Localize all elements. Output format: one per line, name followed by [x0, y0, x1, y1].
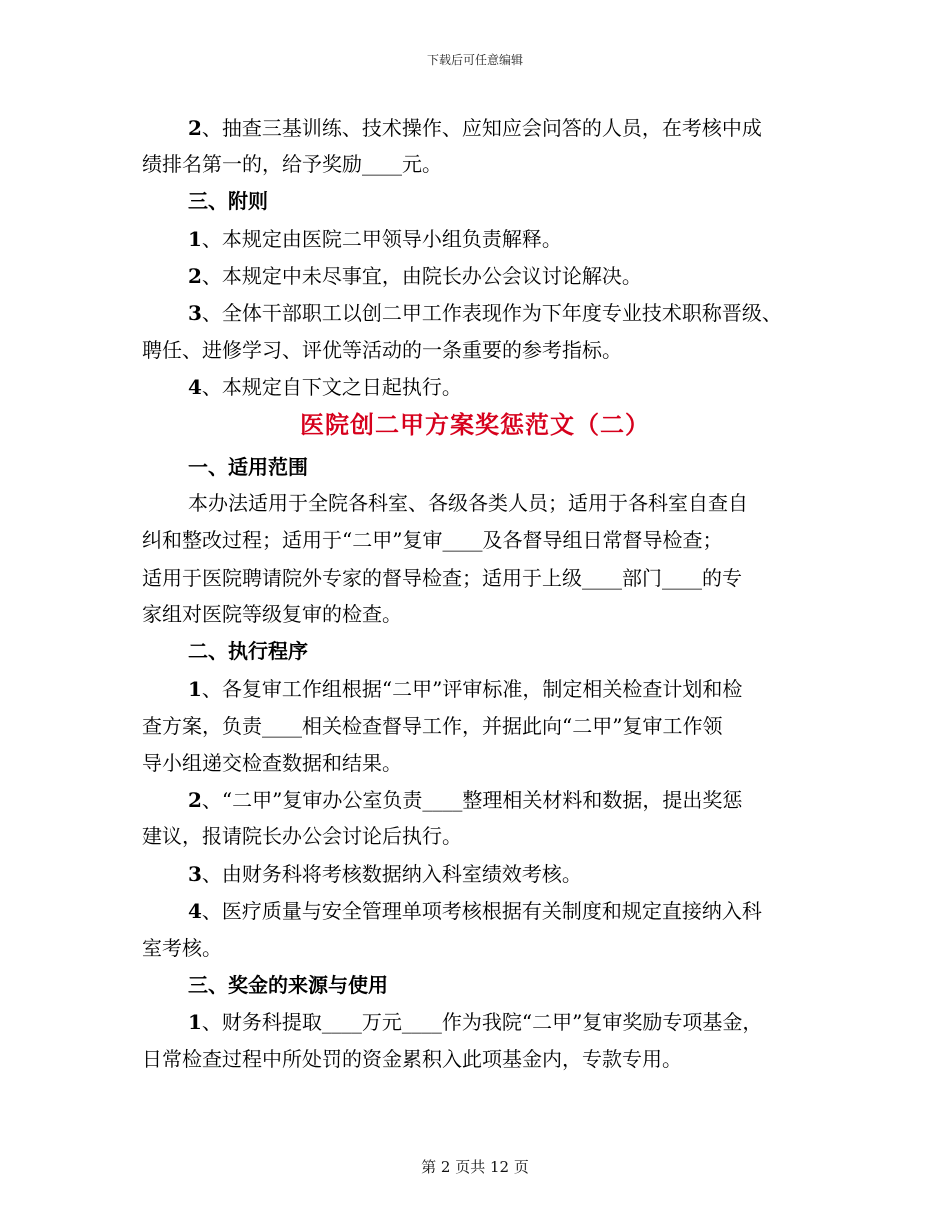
paragraph-line: 2、本规定中未尽事宜，由院长办公会议讨论解决。 — [188, 264, 642, 288]
paragraph-line: 3、全体干部职工以创二甲工作表现作为下年度专业技术职称晋级、 — [188, 301, 782, 325]
paragraph-line: 家组对医院等级复审的检查。 — [142, 602, 402, 626]
paragraph-line: 3、由财务科将考核数据纳入科室绩效考核。 — [188, 862, 582, 886]
paragraph-line: 日常检查过程中所处罚的资金累积入此项基金内，专款专用。 — [142, 1047, 682, 1071]
page-header: 下载后可任意编辑 — [426, 53, 523, 67]
paragraph-line: 2、“二甲”复审办公室负责____整理相关材料和数据，提出奖惩 — [188, 788, 743, 812]
paragraph-line: 绩排名第一的，给予奖励____元。 — [142, 152, 442, 176]
paragraph-line: 查方案，负责____相关检查督导工作，并据此向“二甲”复审工作领 — [142, 714, 723, 738]
paragraph-line: 4、本规定自下文之日起执行。 — [188, 375, 462, 399]
paragraph-line: 2、抽查三基训练、技术操作、应知应会问答的人员，在考核中成 — [188, 116, 762, 140]
section-heading: 三、奖金的来源与使用 — [188, 973, 388, 997]
paragraph-line: 1、本规定由医院二甲领导小组负责解释。 — [188, 227, 562, 251]
paragraph-line: 导小组递交检查数据和结果。 — [142, 751, 402, 775]
section-heading: 三、附则 — [188, 189, 268, 213]
paragraph-line: 纠和整改过程；适用于“二甲”复审____及各督导组日常督导检查； — [142, 528, 723, 552]
paragraph-line: 本办法适用于全院各科室、各级各类人员；适用于各科室自查自 — [188, 491, 748, 515]
paragraph-line: 适用于医院聘请院外专家的督导检查；适用于上级____部门____的专 — [142, 566, 742, 590]
paragraph-line: 室考核。 — [142, 936, 222, 960]
paragraph-line: 4、医疗质量与安全管理单项考核根据有关制度和规定直接纳入科 — [188, 899, 762, 923]
page-footer: 第 2 页共 12 页 — [421, 1158, 529, 1176]
paragraph-line: 建议，报请院长办公会讨论后执行。 — [142, 824, 462, 848]
paragraph-line: 聘任、进修学习、评优等活动的一条重要的参考指标。 — [142, 338, 622, 362]
section-heading: 一、适用范围 — [188, 455, 308, 479]
paragraph-line: 1、财务科提取____万元____作为我院“二甲”复审奖励专项基金， — [188, 1010, 763, 1034]
document-title: 医院创二甲方案奖惩范文（二） — [300, 410, 650, 439]
section-heading: 二、执行程序 — [188, 639, 308, 663]
paragraph-line: 1、各复审工作组根据“二甲”评审标准，制定相关检查计划和检 — [188, 677, 743, 701]
